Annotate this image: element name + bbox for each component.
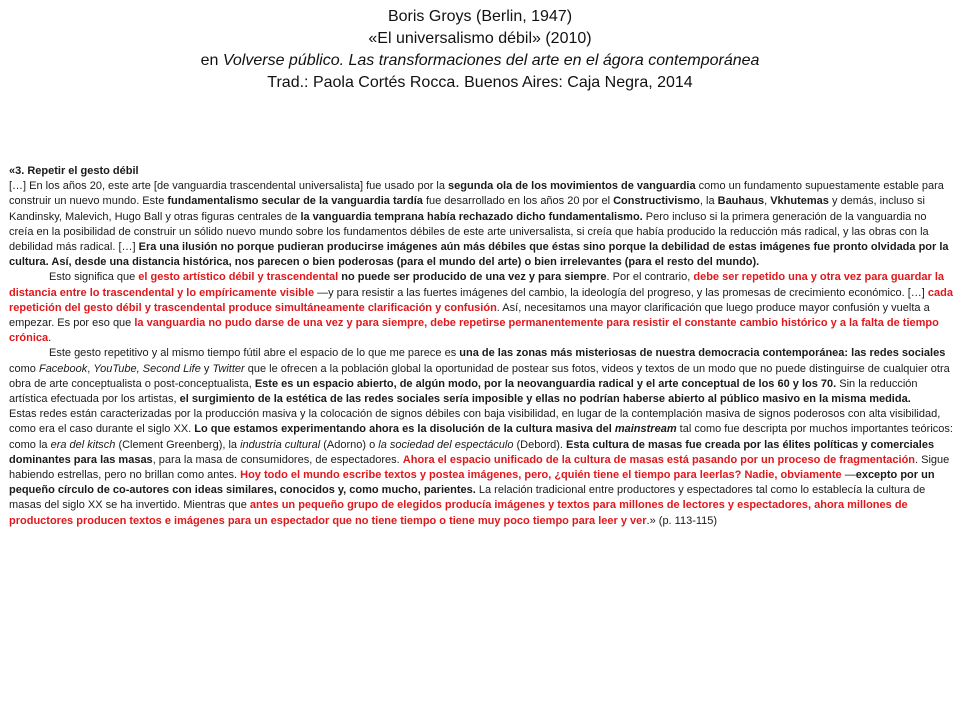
section-title: «3. Repetir el gesto débil [9, 165, 139, 177]
paragraph-3: Este gesto repetitivo y al mismo tiempo fútil abre el espacio de lo que me parece es una de las zonas más misteriosas de nuestra democracia contemporánea: las redes sociales como Facebook, YouTube, Second Life y Twitter que le ofrecen a la población global la oportunidad de postear sus fotos, videos y textos de un modo que no puede distinguirse de cualquier otra obra de arte conceptualista o post-conceptualista, Este es un espacio abierto, de algún modo, por la neovanguardia radical y el arte conceptual de los 60 y los 70. Sin la reducción artística efectuada por los artistas, el surgimiento de la estética de las redes sociales sería imposible y ellas no podrían haberse abierto al público masivo en la misma medida. [9, 347, 950, 406]
book-title: Volverse público. Las transformaciones del arte en el ágora contemporánea [222, 52, 760, 69]
translation-line: Trad.: Paola Cortés Rocca. Buenos Aires: Caja Negra, 2014 [267, 74, 693, 91]
paragraph-4: Estas redes están caracterizadas por la producción masiva y la colocación de signos débiles con baja visibilidad, en lugar de la contemplación masiva de signos poderosos con alta visibilidad, como era el caso durante el siglo XX. Lo que estamos experimentando ahora es la disolución de la cultura masiva del mainstream tal como fue descripta por muchos importantes teóricos: como la era del kitsch (Clement Greenberg), la industria cultural (Adorno) o la sociedad del espectáculo (Debord). Esta cultura de masas fue creada por las élites políticas y comerciales dominantes para las masas, para la masa de consumidores, de espectadores. Ahora el espacio unificado de la cultura de masas está pasando por un proceso de fragmentación. Sigue habiendo estrellas, pero no brillan como antes. Hoy todo el mundo escribe textos y postea imágenes, pero, ¿quién tiene el tiempo para leerlas? Nadie, obviamente —excepto por un pequeño círculo de co-autores con ideas similares, conocidos y, como mucho, parientes. La relación tradicional entre productores y espectadores tal como lo establecía la cultura de masas del siglo XX se ha invertido. Mientras que antes un pequeño grupo de elegidos producía imágenes y textos para millones de lectores y espectadores, ahora millones de productores producen textos e imágenes para un espectador que no tiene tiempo o tiene muy poco tiempo para leer y ver.» (p. 113-115) [9, 408, 953, 527]
paragraph-2: Esto significa que el gesto artístico débil y trascendental no puede ser producido de una vez y para siempre. Por el contrario, debe ser repetido una y otra vez para guardar la distancia entre lo trascendental y lo empíricamente visible —y para resistir a las fuertes imágenes del cambio, la ideología del progreso, y las promesas de crecimiento económico. […] cada repetición del gesto débil y trascendental produce simultáneamente clarificación y confusión. Así, necesitamos una mayor clarificación que luego produce mayor confusión y vuelta a empezar. Es por eso que la vanguardia no pudo darse de una vez y para siempre, debe repetirse permanentemente para resistir el constante cambio histórico y a la falta de tiempo crónica. [9, 271, 953, 345]
citation-header [0, 6, 960, 94]
essay-title-line: «El universalismo débil» (2010) [368, 30, 592, 47]
author-line: Boris Groys (Berlin, 1947) [387, 8, 573, 25]
quote-body [9, 164, 953, 529]
book-line: en Volverse público. Las transformaciones del arte en el ágora contemporánea [200, 52, 760, 69]
paragraph-1: […] En los años 20, este arte [de vanguardia trascendental universalista] fue usado por la segunda ola de los movimientos de vanguardia como un fundamento supuestamente estable para construir un nuevo mundo. Este fundamentalismo secular de la vanguardia tardía fue desarrollado en los años 20 por el Constructivismo, la Bauhaus, Vkhutemas y demás, incluso si Kandinsky, Malevich, Hugo Ball y otras figuras centrales de la vanguardia temprana había rechazado dicho fundamentalismo. Pero incluso si la primera generación de la vanguardia no creía en la posibilidad de construir un sólido nuevo mundo sobre los fundamentos débiles de este arte universalista, si creía que había producido la reducción más radical, y las obras con la debilidad más radical. […] Era una ilusión no porque pudieran producirse imágenes aún más débiles que éstas sino porque la debilidad de estas imágenes fue pronto olvidada por la cultura. Así, desde una distancia histórica, nos parecen o bien poderosas (para el mundo del arte) o bien irrelevantes (para el resto del mundo). [9, 180, 949, 269]
